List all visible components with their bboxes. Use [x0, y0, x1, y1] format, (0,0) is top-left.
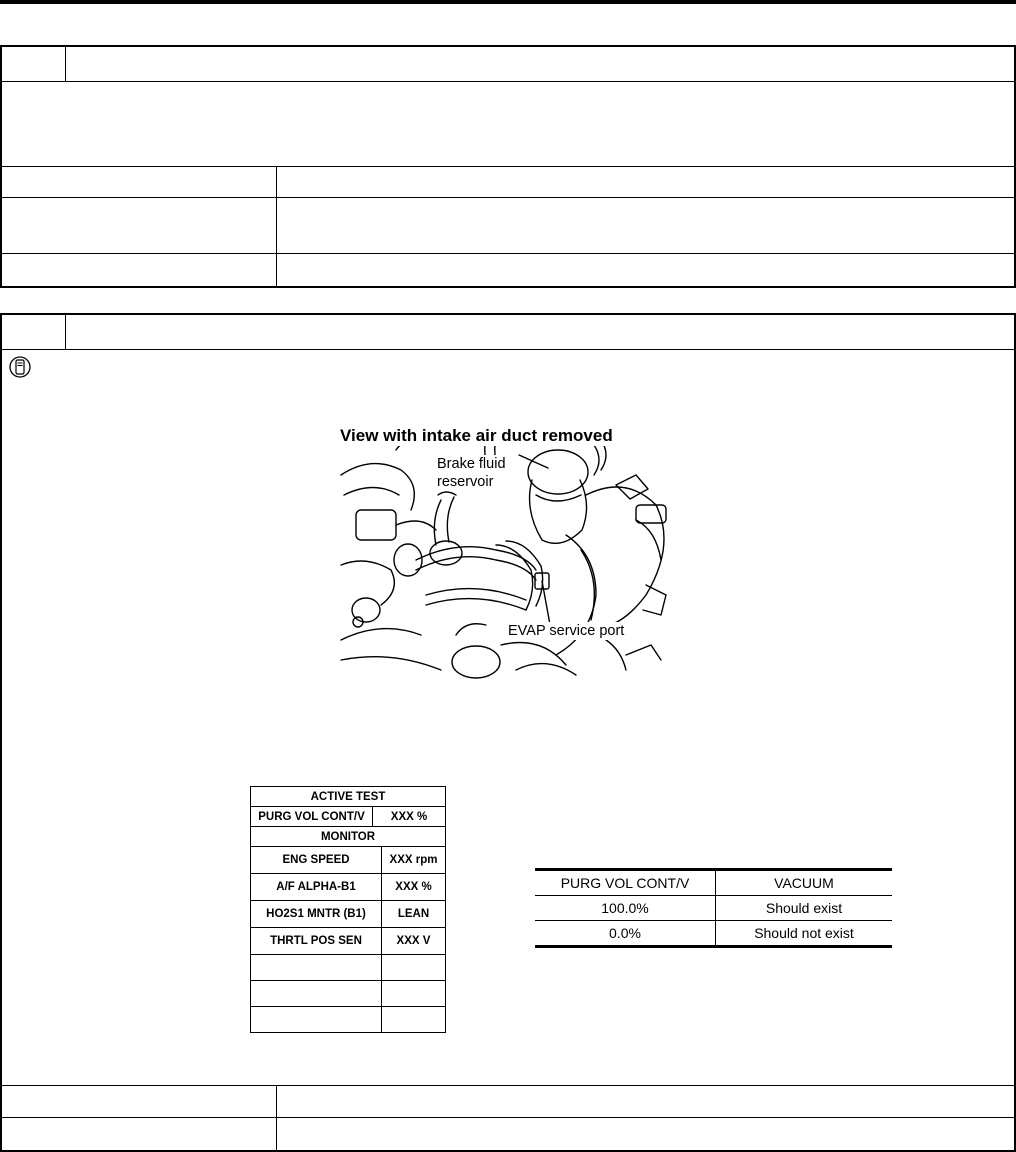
evap-service-port-label: EVAP service port: [508, 623, 625, 639]
monitor-item: ENG SPEED: [251, 847, 382, 874]
active-test-header: ACTIVE TEST: [251, 787, 446, 807]
engine-bay-illustration: [336, 425, 681, 682]
monitor-value: LEAN: [382, 901, 446, 928]
empty-cell: [251, 955, 382, 981]
column-header: VACUUM: [716, 870, 893, 896]
empty-cell: [251, 981, 382, 1007]
empty-cell: [382, 981, 446, 1007]
step-number-divider: [65, 47, 66, 81]
empty-cell: [382, 1007, 446, 1033]
column-divider: [276, 166, 277, 286]
monitor-item: A/F ALPHA-B1: [251, 874, 382, 901]
divider: [2, 166, 1014, 167]
divider: [2, 349, 1014, 350]
procedure-step-box-1: [0, 45, 1016, 288]
vacuum-check-table: [535, 868, 892, 948]
empty-cell: [251, 1007, 382, 1033]
purg-vol-cont-value: XXX %: [373, 807, 446, 827]
monitor-value: XXX V: [382, 928, 446, 955]
top-rule: [0, 0, 1016, 4]
table-cell: 0.0%: [535, 921, 716, 947]
divider: [2, 1085, 1014, 1086]
divider: [2, 197, 1014, 198]
step-number-divider: [65, 315, 66, 349]
figure-title: View with intake air duct removed: [340, 426, 613, 445]
consult-tester-icon: [9, 356, 31, 378]
table-cell: Should exist: [765, 900, 843, 916]
column-header: PURG VOL CONT/V: [535, 870, 716, 896]
monitor-item: THRTL POS SEN: [251, 928, 382, 955]
empty-cell: [382, 955, 446, 981]
divider: [2, 1117, 1014, 1118]
purg-vol-cont-label: PURG VOL CONT/V: [251, 807, 373, 827]
active-test-screen: [250, 786, 446, 1033]
divider: [2, 253, 1014, 254]
monitor-header: MONITOR: [251, 827, 446, 847]
table-cell: 100.0%: [535, 896, 716, 921]
table-cell: Should not exist: [716, 921, 893, 947]
monitor-item: HO2S1 MNTR (B1): [251, 901, 382, 928]
monitor-value: XXX %: [382, 874, 446, 901]
monitor-value: XXX rpm: [382, 847, 446, 874]
brake-fluid-reservoir-label: Brake fluid reservoir: [437, 456, 506, 490]
divider: [2, 81, 1014, 82]
